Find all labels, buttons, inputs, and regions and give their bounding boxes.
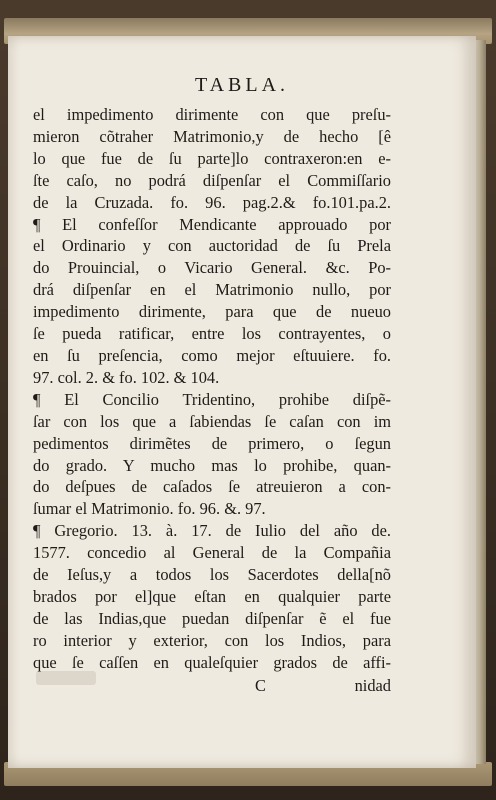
text-line: el impedimento dirimente con que preſu- — [33, 105, 391, 124]
text-line: ſumar el Matrimonio. fo. 96. &. 97. — [33, 499, 266, 519]
text-line: 97. col. 2. & fo. 102. & 104. — [33, 367, 220, 387]
running-head: TABLA. — [194, 74, 290, 96]
text-line: ſte caſo, no podrá diſpenſar el Commiſſario — [33, 170, 391, 190]
text-line: brados por el]que eſtan en qualquier parte — [33, 586, 391, 606]
text-line: lo que fue de ſu parte]lo contraxeron:en e- — [33, 148, 391, 168]
text-line: ro interior y exterior, con los Indios, para — [33, 630, 391, 650]
text-line: pedimentos dirimẽtes de primero, o ſegun — [33, 433, 391, 453]
text-line: el Ordinario y con auctoridad de ſu Prela — [33, 236, 391, 256]
text-line: impedimento dirimente, para que de nueuo — [33, 302, 391, 322]
text-line: ſar con los que a ſabiendas ſe caſan con im — [33, 411, 391, 431]
text-line: que ſe caſſen en qualeſquier grados de affi- — [33, 652, 391, 672]
text-line: de las Indias,que puedan diſpenſar ẽ el fue — [33, 608, 391, 628]
page-footer — [33, 676, 391, 698]
text-line: ſe pueda ratificar, entre los contrayentes, o — [33, 324, 391, 344]
signature-mark: C — [255, 676, 266, 695]
text-line: de la Cruzada. fo. 96. pag.2.& fo.101.pa.2. — [33, 192, 391, 212]
text-line: ¶ El Concilio Tridentino, prohibe diſpẽ- — [33, 389, 391, 409]
catchword: nidad — [354, 676, 391, 695]
book-page — [8, 36, 476, 768]
text-line: do deſpues de caſados ſe atreuieron a con- — [33, 477, 391, 497]
text-line: 1577. concedio al General de la Compañia — [33, 543, 391, 563]
text-line: en ſu preſencia, como mejor eſtuuiere. fo. — [33, 345, 391, 365]
text-line: do grado. Y mucho mas lo prohibe, quan- — [33, 455, 391, 475]
text-line: ¶ El confeſſor Mendicante approuado por — [33, 214, 391, 234]
text-block — [33, 104, 391, 674]
text-line: de Ieſus,y a todos los Sacerdotes della[nõ — [33, 565, 391, 585]
text-line: do Prouincial, o Vicario General. &c. Po- — [33, 258, 391, 278]
text-line: mieron cõtraher Matrimonio,y de hecho [ê — [33, 126, 391, 146]
text-line: ¶ Gregorio. 13. à. 17. de Iulio del año de. — [33, 521, 391, 541]
text-line: drá diſpenſar en el Matrimonio nullo, por — [33, 280, 391, 300]
